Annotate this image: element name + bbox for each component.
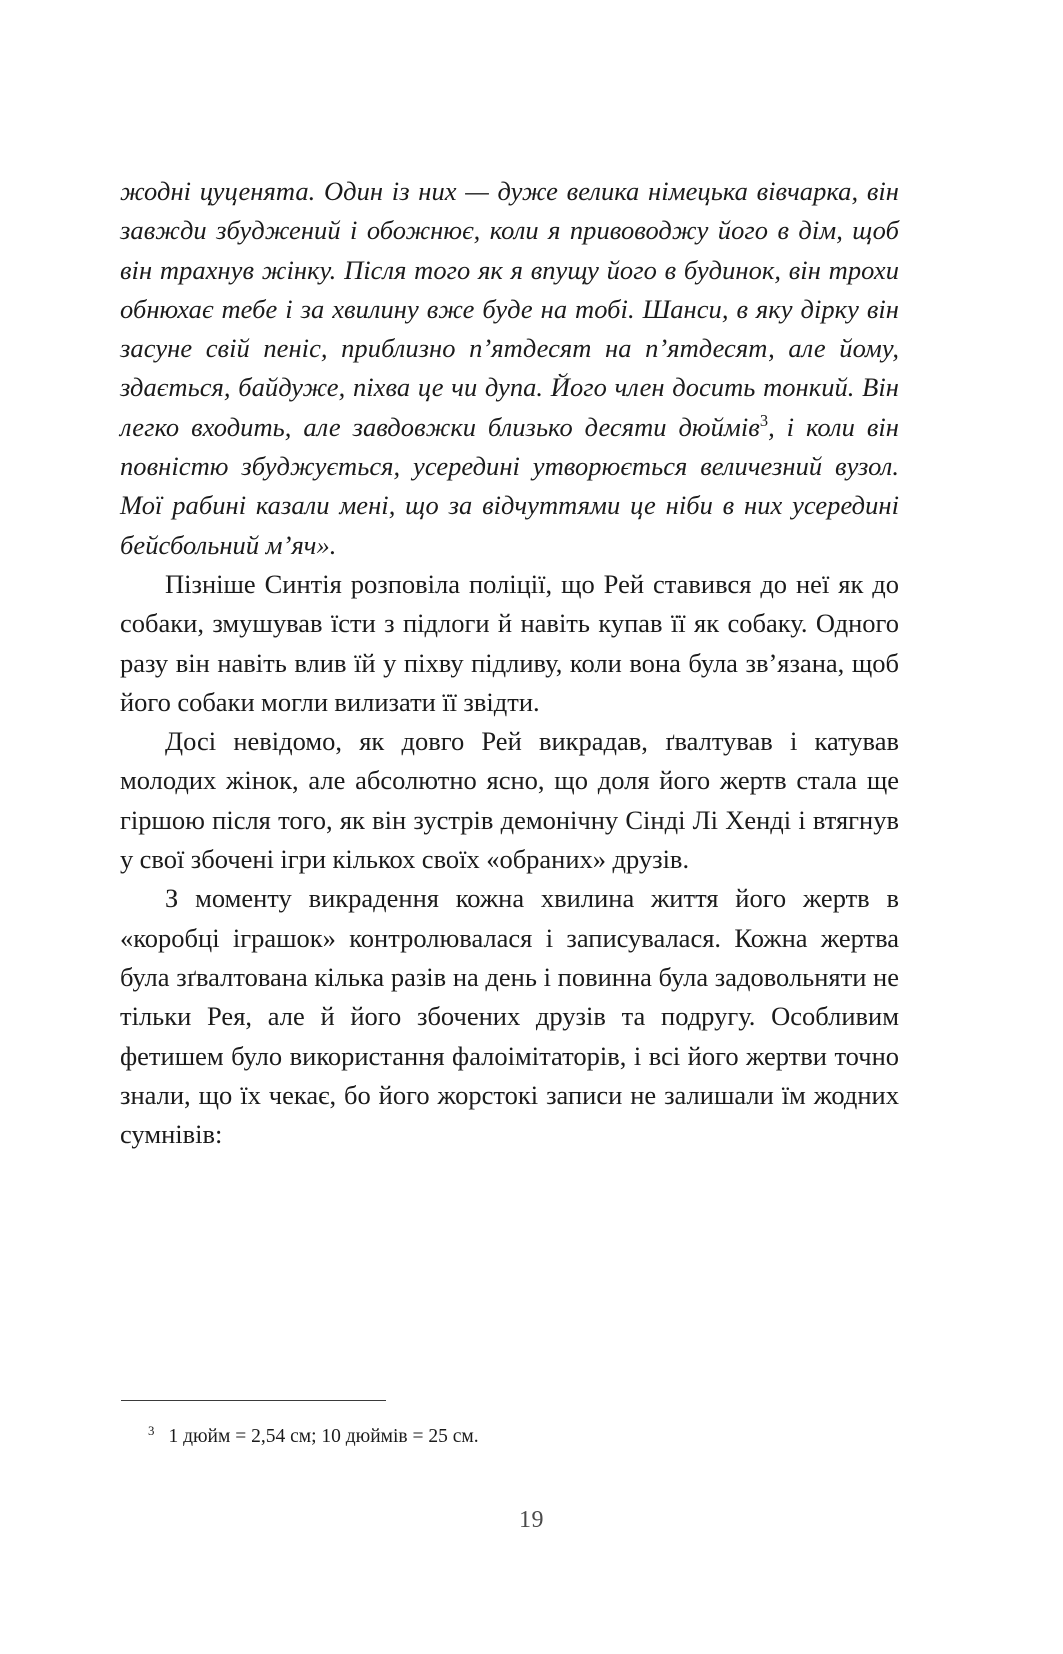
text-column [120, 172, 899, 1154]
footnote-entry [120, 1423, 899, 1450]
quotation-text-after-footnote-ref: , і коли він повністю збуджується, усередині утворюється величезний вузол. Мої рабині казали мені, що за відчуттями це ніби в них усередині бейсбольний м’яч». [120, 411, 899, 560]
footnote-area [120, 1400, 899, 1450]
footnote-reference-marker[interactable]: 3 [759, 410, 769, 430]
paragraph-3: З моменту викрадення кожна хвилина життя його жертв в «коробці іграшок» контролювалася і записувалася. Кожна жертва була зґвалтована кілька разів на день і повинна була задовольняти не тільки Рея, але й його збочених друзів та подругу. Особливим фетишем було використання фалоімітаторів, і всі його жертви точно знали, що їх чекає, бо його жорстокі записи не залишали їм жодних сумнівів: [120, 883, 899, 1150]
footnote-separator-rule [121, 1400, 386, 1401]
paragraph-2: Досі невідомо, як довго Рей викрадав, ґвалтував і катував молодих жінок, але абсолютно ясно, що доля його жертв стала ще гіршою після того, як він зустрів демонічну Сінді Лі Хенді і втягнув у свої збочені ігри кількох своїх «обраних» друзів. [120, 726, 899, 875]
page-number: 19 [519, 1507, 544, 1533]
paragraph-1: Пізніше Синтія розповіла поліції, що Рей ставився до неї як до собаки, змушував їсти з підлоги й навіть купав її як собаку. Одного разу він навіть влив їй у піхву підливу, коли вона була зв’язана, щоб його собаки могли вилизати її звідти. [120, 568, 899, 717]
footnote-text: 1 дюйм = 2,54 см; 10 дюймів = 25 см. [168, 1426, 479, 1447]
quotation-text-before-footnote-ref: жодні цуценята. Один із них — дуже велика німецька вівчарка, він завжди збуджений і обожнює, коли я привоводжу його в дім, щоб він трахнув жінку. Після того як я впущу його в будинок, він трохи обнюхає тебе і за хвилину вже буде на тобі. Шанси, в яку дірку він засуне свій пеніс, приблизно п’ятдесят на п’ятдесят, але йому, здається, байдуже, піхва це чи дупа. Його член досить тонкий. Він легко входить, але завдовжки близько десяти дюймів [120, 176, 899, 442]
footnote-number: 3 [148, 1423, 155, 1438]
paragraph-quotation [120, 172, 899, 565]
